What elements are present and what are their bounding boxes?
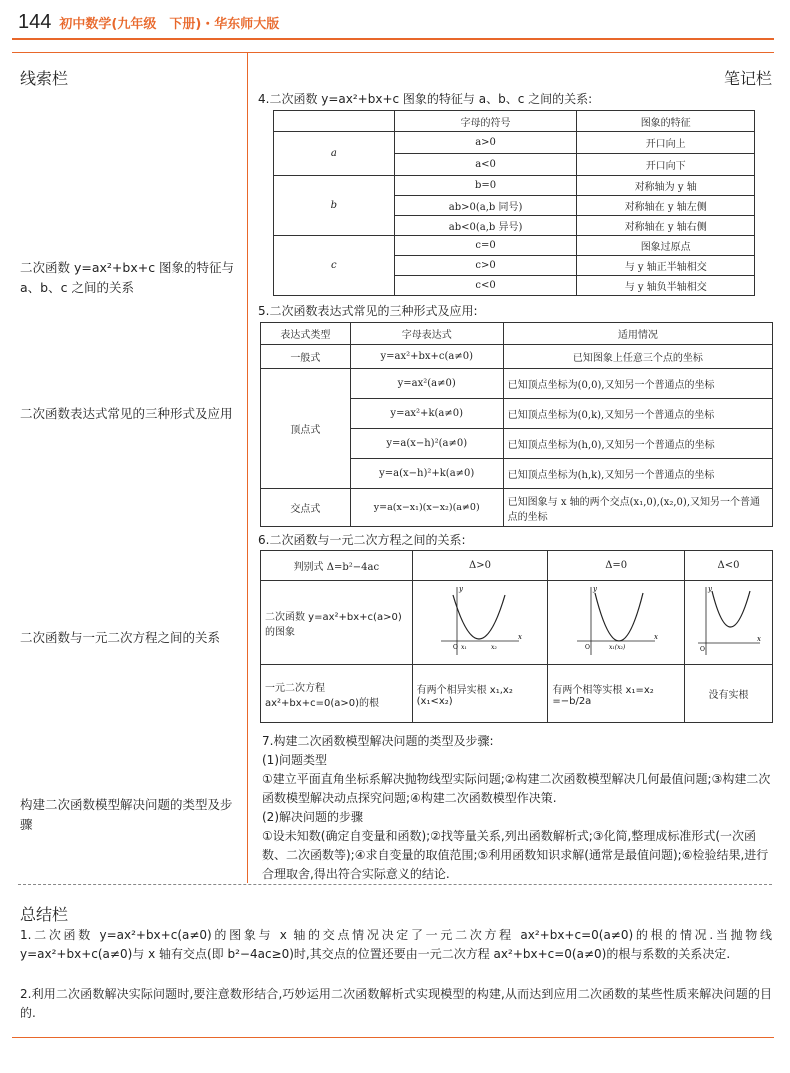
th-feature: 图象的特征: [577, 111, 755, 132]
section4-table: [273, 110, 755, 296]
sign-cell: ab>0(a,b 同号): [394, 196, 577, 216]
page-header: [18, 8, 279, 36]
cue-2: 二次函数表达式常见的三种形式及应用: [20, 406, 233, 421]
letter-c: c: [274, 236, 395, 296]
x12-label: x₁(x₂): [609, 644, 626, 651]
th-expr: 字母表达式: [350, 323, 503, 345]
bottom-rule: [12, 1037, 774, 1038]
two-roots-text: [412, 665, 548, 723]
cue-3: 二次函数与一元二次方程之间的关系: [20, 630, 221, 645]
summary-title: 总结栏: [20, 905, 69, 924]
feature-cell: 开口向下: [577, 154, 755, 176]
x2-label: x₂: [490, 644, 497, 651]
vertex-expr: y=a(x−h)²(a≠0): [350, 429, 503, 459]
intercept-use: 已知图象与 x 轴的两个交点(x₁,0),(x₂,0),又知另一个普通点的坐标: [503, 489, 772, 527]
column-divider: [247, 53, 248, 883]
y-axis-label: y: [593, 585, 598, 593]
sign-cell: ab<0(a,b 异号): [394, 216, 577, 236]
header-rule: [12, 38, 774, 40]
feature-cell: 开口向上: [577, 132, 755, 154]
no-root-text: 没有实根: [685, 665, 773, 723]
general-use: 已知图象上任意三个点的坐标: [503, 345, 772, 369]
sign-cell: c<0: [394, 276, 577, 296]
summary-p1: 1.二次函数 y=ax²+bx+c(a≠0)的图象与 x 轴的交点情况决定了一元二次方程 ax²+bx+c=0(a≠0)的根的情况.当抛物线 y=ax²+bx+c(a≠0)与 x 轴有交点(即 b²−4ac≥0)时,其交点的位置还要由一元二次方程 ax²+bx+c=0(a≠0)的根与系数的关系决定.: [20, 928, 772, 961]
section5-table: [260, 322, 773, 527]
th-blank: [274, 111, 395, 132]
intercept-type: 交点式: [261, 489, 351, 527]
cue-1: 二次函数 y=ax²+bx+c 图象的特征与 a、b、c 之间的关系: [20, 260, 235, 295]
vertex-use: 已知顶点坐标为(h,0),又知另一个普通点的坐标: [503, 429, 772, 459]
feature-cell: 与 y 轴负半轴相交: [577, 276, 755, 296]
vertex-expr: y=a(x−h)²+k(a≠0): [350, 459, 503, 489]
feature-cell: 对称轴在 y 轴右侧: [577, 216, 755, 236]
two-roots-line2: (x₁<x₂): [416, 695, 453, 707]
section5-title: 5.二次函数表达式常见的三种形式及应用:: [258, 304, 478, 318]
cue-4: 构建二次函数模型解决问题的类型及步骤: [20, 797, 233, 832]
sign-cell: a<0: [394, 154, 577, 176]
th-type: 表达式类型: [261, 323, 351, 345]
section4-title: 4.二次函数 y=ax²+bx+c 图象的特征与 a、b、c 之间的关系:: [258, 92, 593, 106]
section6-table: [260, 550, 773, 723]
one-root-text: [548, 665, 685, 723]
sign-cell: b=0: [394, 176, 577, 196]
x-axis-label: x: [756, 635, 761, 643]
section7-line: (1)问题类型: [262, 753, 327, 767]
roots-row-label: 一元二次方程 ax²+bx+c=0(a>0)的根: [261, 665, 413, 723]
intercept-expr: y=a(x−x₁)(x−x₂)(a≠0): [350, 489, 503, 527]
page-number: 144: [18, 10, 52, 33]
feature-cell: 与 y 轴正半轴相交: [577, 256, 755, 276]
section6-title: 6.二次函数与一元二次方程之间的关系:: [258, 533, 466, 547]
book-title: 初中数学(九年级 下册)・华东师大版: [59, 16, 280, 32]
y-axis-label: y: [458, 585, 463, 593]
sign-cell: a>0: [394, 132, 577, 154]
feature-cell: 对称轴在 y 轴左侧: [577, 196, 755, 216]
y-axis-label: y: [707, 585, 712, 593]
section7-title: 7.构建二次函数模型解决问题的类型及步骤:: [262, 734, 494, 748]
letter-b: b: [274, 176, 395, 236]
section7-line: ①建立平面直角坐标系解决抛物线型实际问题;②构建二次函数模型解决几何最值问题;③构建二次函数模型解决动点探究问题;④构建二次函数模型作决策.: [262, 772, 771, 805]
th-discriminant: 判别式 Δ=b²−4ac: [261, 551, 413, 581]
x1-label: x₁: [460, 644, 467, 651]
section7-line: (2)解决问题的步骤: [262, 810, 363, 824]
vertex-expr: y=ax²(a≠0): [350, 369, 503, 399]
vertex-type: 顶点式: [261, 369, 351, 489]
th-use: 适用情况: [503, 323, 772, 345]
summary-p2: 2.利用二次函数解决实际问题时,要注意数形结合,巧妙运用二次函数解析式实现模型的构建,从而达到应用二次函数的某些性质来解决问题的目的.: [20, 987, 772, 1020]
origin-label: O: [585, 644, 591, 651]
graph-two-roots: [412, 581, 548, 665]
feature-cell: 对称轴为 y 轴: [577, 176, 755, 196]
section7-line: ①设未知数(确定自变量和函数);②找等量关系,列出函数解析式;③化简,整理成标准形式(一次函数、二次函数等);④求自变量的取值范围;⑤利用函数知识求解(通常是最值问题);⑥检验结果,进行合理取舍,得出符合实际意义的结论.: [262, 829, 769, 881]
feature-cell: 图象过原点: [577, 236, 755, 256]
letter-a: a: [274, 132, 395, 176]
origin-label: O: [699, 646, 705, 653]
general-type: 一般式: [261, 345, 351, 369]
top-rule: [12, 52, 774, 53]
th-delta-neg: Δ<0: [685, 551, 773, 581]
vertex-use: 已知顶点坐标为(0,k),又知另一个普通点的坐标: [503, 399, 772, 429]
th-delta-zero: Δ=0: [548, 551, 685, 581]
section7: [262, 732, 774, 884]
graph-row-label: 二次函数 y=ax²+bx+c(a>0)的图象: [261, 581, 413, 665]
x-axis-label: x: [517, 633, 522, 641]
cue-column-title: 线索栏: [20, 69, 69, 88]
graph-no-root: [685, 581, 773, 665]
one-root-line2: =−b/2a: [552, 695, 592, 707]
x-axis-label: x: [654, 633, 659, 641]
vertex-use: 已知顶点坐标为(h,k),又知另一个普通点的坐标: [503, 459, 772, 489]
summary-divider: [18, 884, 772, 885]
origin-label: O: [452, 644, 458, 651]
th-delta-pos: Δ>0: [412, 551, 548, 581]
notes-column-title: 笔记栏: [723, 69, 772, 88]
vertex-expr: y=ax²+k(a≠0): [350, 399, 503, 429]
two-roots-line1: 有两个相异实根 x₁,x₂: [416, 684, 513, 696]
graph-one-root: [548, 581, 685, 665]
sign-cell: c=0: [394, 236, 577, 256]
one-root-line1: 有两个相等实根 x₁=x₂: [552, 684, 654, 696]
vertex-use: 已知顶点坐标为(0,0),又知另一个普通点的坐标: [503, 369, 772, 399]
general-expr: y=ax²+bx+c(a≠0): [350, 345, 503, 369]
th-sign: 字母的符号: [394, 111, 577, 132]
sign-cell: c>0: [394, 256, 577, 276]
